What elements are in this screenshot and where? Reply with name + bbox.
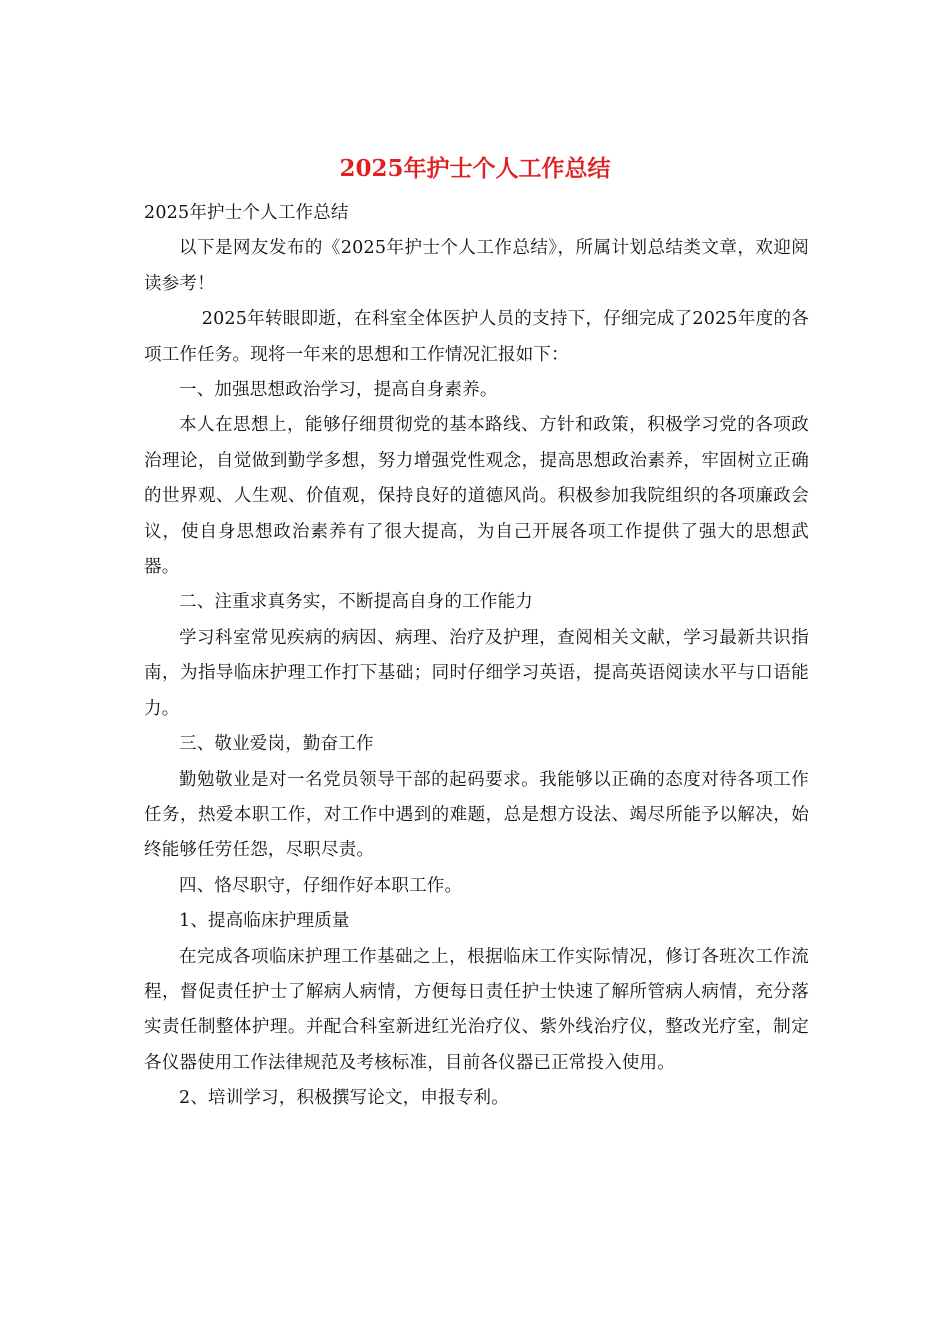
paragraph: 以下是网友发布的《2025年护士个人工作总结》，所属计划总结类文章，欢迎阅读参考！ — [144, 238, 809, 294]
subsection-heading: 2、培训学习，积极撰写论文，申报专利。 — [179, 1088, 509, 1109]
paragraph: 2025年护士个人工作总结 — [144, 203, 349, 223]
section-heading: 四、恪尽职守，仔细作好本职工作。 — [179, 875, 463, 896]
section-heading: 一、加强思想政治学习，提高自身素养。 — [179, 380, 498, 401]
document-body — [144, 196, 809, 1117]
paragraph: 在完成各项临床护理工作基础之上，根据临床工作实际情况，修订各班次工作流程，督促责任护士了解病人病情，方便每日责任护士快速了解所管病人病情，充分落实责任制整体护理。并配合科室新进红光治疗仪、紫外线治疗仪，整改光疗室，制定各仪器使用工作法律规范及考核标准，目前各仪器已正常投入使用。 — [144, 946, 809, 1073]
paragraph: 2025年转眼即逝，在科室全体医护人员的支持下，仔细完成了2025年度的各项工作任务。现将一年来的思想和工作情况汇报如下： — [144, 309, 809, 365]
document-title: 2025年护士个人工作总结 — [339, 155, 611, 182]
paragraph: 学习科室常见疾病的病因、病理、治疗及护理，查阅相关文献，学习最新共识指南，为指导临床护理工作打下基础；同时仔细学习英语，提高英语阅读水平与口语能力。 — [144, 627, 809, 719]
section-heading: 二、注重求真务实，不断提高自身的工作能力 — [179, 592, 533, 613]
paragraph: 本人在思想上，能够仔细贯彻党的基本路线、方针和政策，积极学习党的各项政治理论，自觉做到勤学多想，努力增强党性观念，提高思想政治素养，牢固树立正确的世界观、人生观、价值观，保持良好的道德风尚。积极参加我院组织的各项廉政会议，使自身思想政治素养有了很大提高，为自己开展各项工作提供了强大的思想武器。 — [144, 415, 809, 578]
section-heading: 三、敬业爱岗，勤奋工作 — [179, 734, 374, 755]
paragraph: 勤勉敬业是对一名党员领导干部的起码要求。我能够以正确的态度对待各项工作任务，热爱本职工作，对工作中遇到的难题，总是想方设法、竭尽所能予以解决，始终能够任劳任怨，尽职尽责。 — [144, 769, 809, 861]
subsection-heading: 1、提高临床护理质量 — [179, 911, 350, 932]
